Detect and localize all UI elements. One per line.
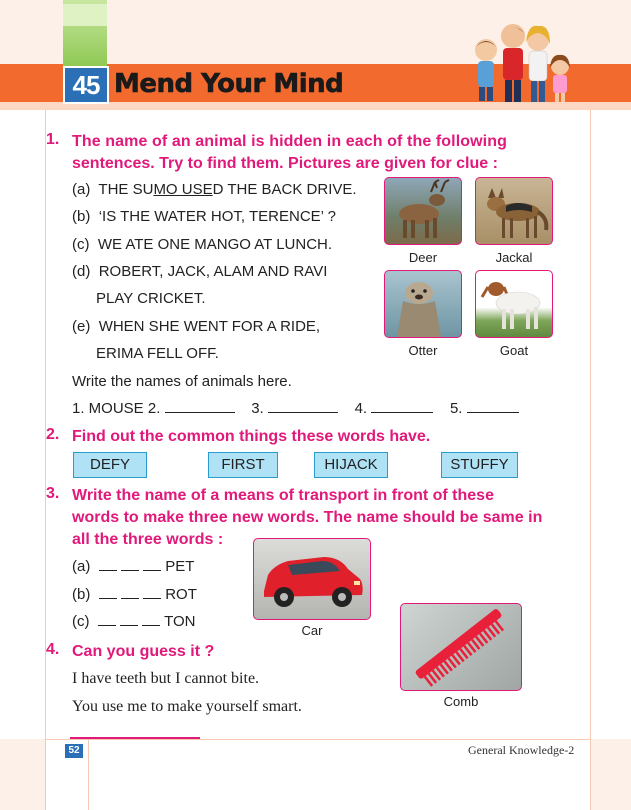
item-text-pre: THE SU [98, 181, 154, 198]
item-letter: (e) [72, 318, 91, 335]
q3-number: 3. [46, 485, 60, 502]
kid-man-center [501, 24, 525, 102]
q3-item-c [72, 612, 196, 632]
deer-photo [384, 177, 462, 245]
word-box-hijack: HIJACK [314, 452, 388, 478]
letter-blank[interactable] [143, 570, 161, 571]
item-text-post: D THE BACK DRIVE. [212, 181, 357, 198]
q1-item-e-line2: ERIMA FELL OFF. [96, 345, 219, 362]
footer-pink-line [70, 737, 200, 739]
q1-number: 1. [46, 131, 60, 148]
q1-item-c [72, 235, 332, 255]
goat-label: Goat [499, 343, 529, 358]
q3-item-b [72, 585, 197, 605]
kid-boy-left [475, 39, 497, 101]
kids-illustration [468, 14, 572, 106]
answer-3-blank[interactable] [268, 412, 338, 413]
goat-icon [476, 271, 552, 337]
item-letter: (b) [72, 586, 91, 603]
letter-blank[interactable] [99, 598, 117, 599]
item-letter: (c) [72, 613, 90, 630]
item-text: WE ATE ONE MANGO AT LUNCH. [97, 236, 333, 253]
q3-line2: words to make three new words. The name should be same in [72, 509, 543, 526]
answer-2-num: 2. [147, 400, 161, 417]
otter-label: Otter [408, 343, 438, 358]
comb-label: Comb [443, 694, 479, 709]
q4-line2: You use me to make yourself smart. [72, 698, 302, 715]
letter-blank[interactable] [120, 625, 138, 626]
item-text: ‘IS THE WATER HOT, TERENCE’ ? [98, 208, 336, 225]
q2-number: 2. [46, 426, 60, 443]
item-text-underlined: MO USE [153, 181, 213, 198]
comb-photo [400, 603, 522, 691]
left-margin-line [45, 110, 46, 810]
answer-1: 1. MOUSE [72, 400, 144, 417]
footer-top-line [0, 739, 631, 740]
letter-blank[interactable] [121, 570, 139, 571]
jackal-label: Jackal [495, 250, 533, 265]
answer-4-num: 4. [354, 400, 368, 417]
car-photo [253, 538, 371, 620]
letter-blank[interactable] [142, 625, 160, 626]
q1-answer-row [72, 399, 519, 419]
goat-photo [475, 270, 553, 338]
item-letter: (b) [72, 208, 91, 225]
q1-item-e [72, 317, 320, 337]
footer-left-block [0, 739, 45, 810]
word-box-first: FIRST [208, 452, 278, 478]
word-box-defy: DEFY [73, 452, 147, 478]
q3-line1: Write the name of a means of transport in front of these [72, 487, 494, 504]
answer-3-num: 3. [251, 400, 264, 417]
comb-icon [401, 604, 521, 690]
letter-blank[interactable] [143, 598, 161, 599]
book-title: General Knowledge-2 [468, 743, 575, 757]
item-suffix: TON [164, 613, 196, 630]
otter-icon [385, 271, 461, 337]
page-number: 52 [65, 744, 83, 758]
answer-4-blank[interactable] [371, 412, 433, 413]
word-box-stuffy: STUFFY [441, 452, 518, 478]
letter-blank[interactable] [99, 570, 117, 571]
q1-answer-prompt: Write the names of animals here. [72, 373, 292, 390]
answer-5-blank[interactable] [467, 412, 519, 413]
q4-line1: I have teeth but I cannot bite. [72, 670, 260, 687]
q3-item-a [72, 557, 194, 577]
item-letter: (c) [72, 236, 90, 253]
kid-woman-right [526, 26, 550, 102]
item-text: WHEN SHE WENT FOR A RIDE, [98, 318, 321, 335]
kid-girl-small [550, 55, 570, 102]
item-letter: (a) [72, 181, 91, 198]
item-suffix: ROT [165, 586, 197, 603]
q4-text: Can you guess it ? [72, 643, 215, 660]
jackal-photo [475, 177, 553, 245]
item-suffix: PET [165, 558, 195, 575]
q1-item-b [72, 207, 336, 227]
q4-number: 4. [46, 641, 60, 658]
footer-divider [88, 739, 89, 810]
letter-blank[interactable] [121, 598, 139, 599]
jackal-icon [476, 178, 552, 244]
item-letter: (a) [72, 558, 91, 575]
right-margin-line [590, 110, 591, 810]
item-letter: (d) [72, 263, 91, 280]
item-text: ROBERT, JACK, ALAM AND RAVI [98, 263, 328, 280]
footer-right-block [591, 739, 631, 810]
otter-photo [384, 270, 462, 338]
car-icon [254, 539, 370, 619]
deer-icon [385, 178, 461, 244]
car-label: Car [301, 623, 323, 638]
q2-text: Find out the common things these words have. [72, 428, 431, 445]
letter-blank[interactable] [98, 625, 116, 626]
q1-item-d-line2: PLAY CRICKET. [96, 290, 206, 307]
answer-5-num: 5. [449, 400, 463, 417]
answer-2-blank[interactable] [165, 412, 235, 413]
header-green-tab-highlight [63, 4, 107, 26]
q1-item-d [72, 262, 327, 282]
q1-line1: The name of an animal is hidden in each of the following [72, 133, 507, 150]
lesson-number: 45 [63, 66, 109, 104]
deer-label: Deer [408, 250, 438, 265]
lesson-title: Mend Your Mind [114, 69, 344, 99]
q1-line2: sentences. Try to find them. Pictures are given for clue : [72, 155, 498, 172]
q3-line3: all the three words : [72, 531, 224, 548]
q1-item-a [72, 180, 357, 200]
